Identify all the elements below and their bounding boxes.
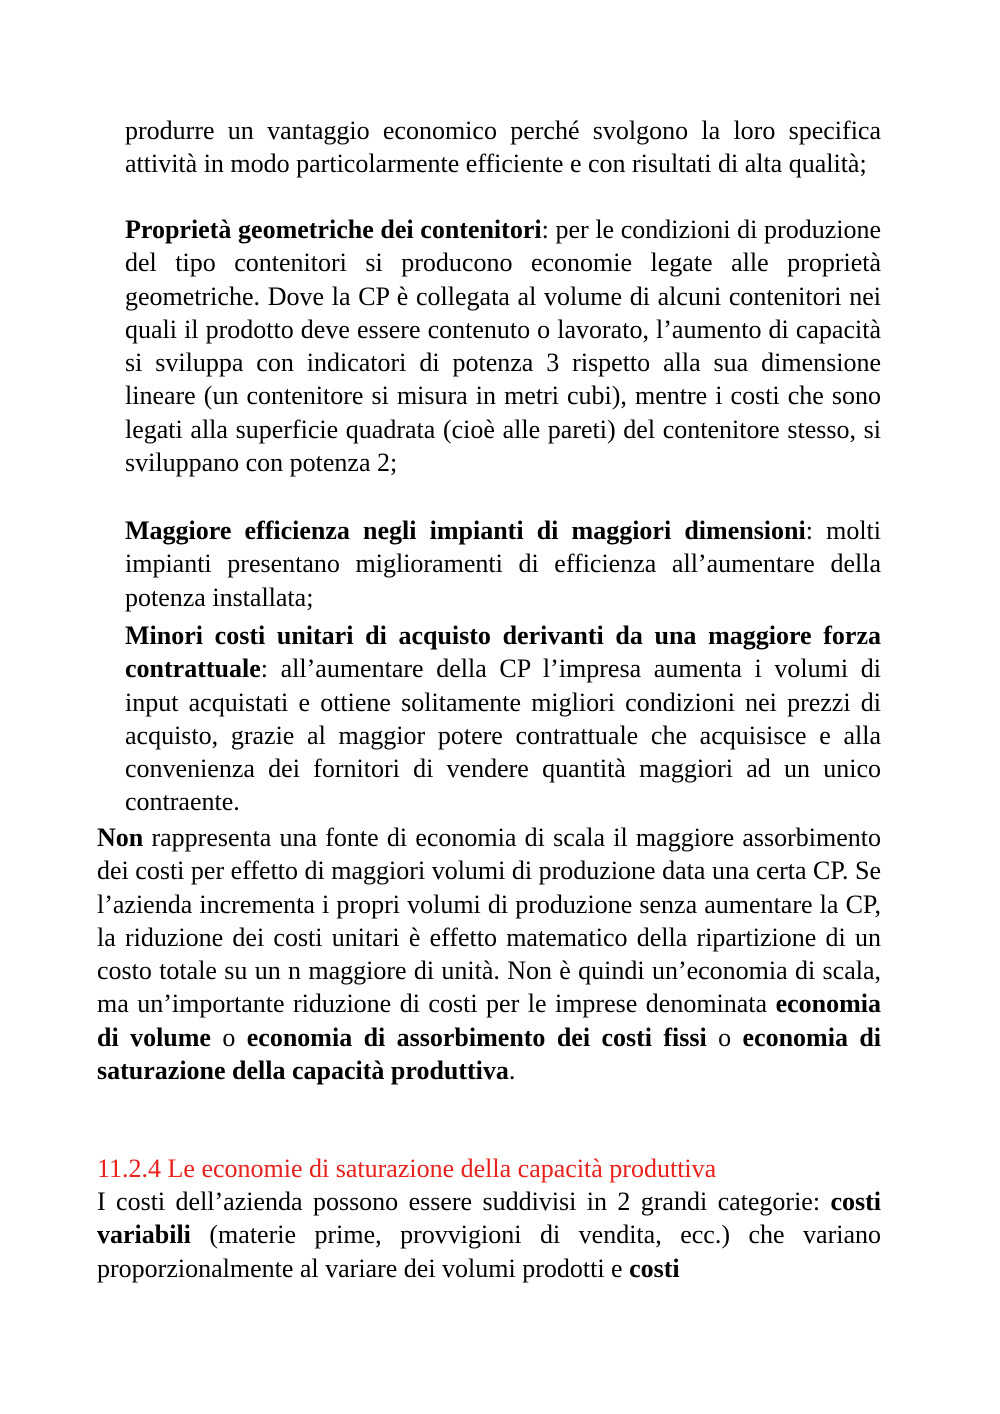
paragraph-cost-categories [97, 1185, 881, 1285]
term-costi-variabili: costi variabili [97, 1187, 881, 1250]
term-economia-saturazione: economia di saturazione della capacità produttiva [97, 1022, 882, 1086]
list-item-continuation [125, 114, 881, 181]
paragraph-lead: Non [97, 823, 144, 852]
list-item-text: : all’aumentare della CP l’impresa aumenta i volumi di input acquistati e ottiene solitamente migliori condizioni nei prezzi di acquisto, grazie al maggior potere contrattuale che acquisisce e alla convenienza dei fornitori di vendere quantità maggiori ad un unico contraente. [125, 654, 881, 817]
paragraph-text: rappresenta una fonte di economia di scala il maggiore assorbimento dei costi per effetto di maggiori volumi di produzione data una certa CP. Se l’azienda incrementa i propri volumi di produzione senza aumentare la CP, la riduzione dei costi unitari è effetto matematico della ripartizione di un costo totale su un n maggiore di unità. Non è quindi un’economia di scala, ma un’importante riduzione di costi per le imprese denominata [97, 823, 881, 1019]
paragraph-text: I costi dell’azienda possono essere suddivisi in 2 grandi categorie: [97, 1187, 831, 1216]
list-item-title: Maggiore efficienza negli impianti di maggiori dimensioni [125, 516, 806, 545]
list-item-purchase-costs [125, 619, 881, 819]
term-economia-assorbimento: economia di assorbimento dei costi fissi [246, 1022, 707, 1052]
section-heading: 11.2.4 Le economie di saturazione della capacità produttiva [97, 1154, 717, 1183]
list-item-title: Minori costi unitari di acquisto derivanti da una maggiore forza contrattuale [125, 621, 881, 684]
list-item-text: produrre un vantaggio economico perché svolgono la loro specifica attività in modo particolarmente efficiente e con risultati di alta qualità; [125, 116, 881, 179]
list-item-efficiency [125, 514, 881, 614]
term-costi: costi [629, 1253, 680, 1283]
list-item-text: : per le condizioni di produzione del tipo contenitori si producono economie legate alle proprietà geometriche. Dove la CP è collegata al volume di alcuni contenitori nei quali il prodotto deve essere contenuto o lavorato, l’aumento di capacità si sviluppa con indicatori di potenza 3 rispetto alla sua dimensione lineare (un contenitore si misura in metri cubi), mentre i costi che sono legati alla superficie quadrata (cioè alle pareti) del contenitore stesso, si sviluppano con potenza 2; [125, 215, 881, 478]
list-item-geometric-properties [125, 213, 881, 479]
separator: o [706, 1022, 743, 1052]
paragraph-text: (materie prime, provvigioni di vendita, ecc.) che variano proporzionalmente al variare dei volumi prodotti e [97, 1220, 881, 1283]
separator: o [210, 1022, 247, 1052]
list-item-title: Proprietà geometriche dei contenitori [125, 215, 542, 244]
list-item-text: : molti impianti presentano miglioramenti di efficienza all’aumentare della potenza installata; [125, 516, 882, 612]
term-economia-di-volume: economia di volume [97, 989, 881, 1052]
paragraph-end: . [508, 1056, 516, 1086]
paragraph-non-scale-economy [97, 821, 881, 1087]
